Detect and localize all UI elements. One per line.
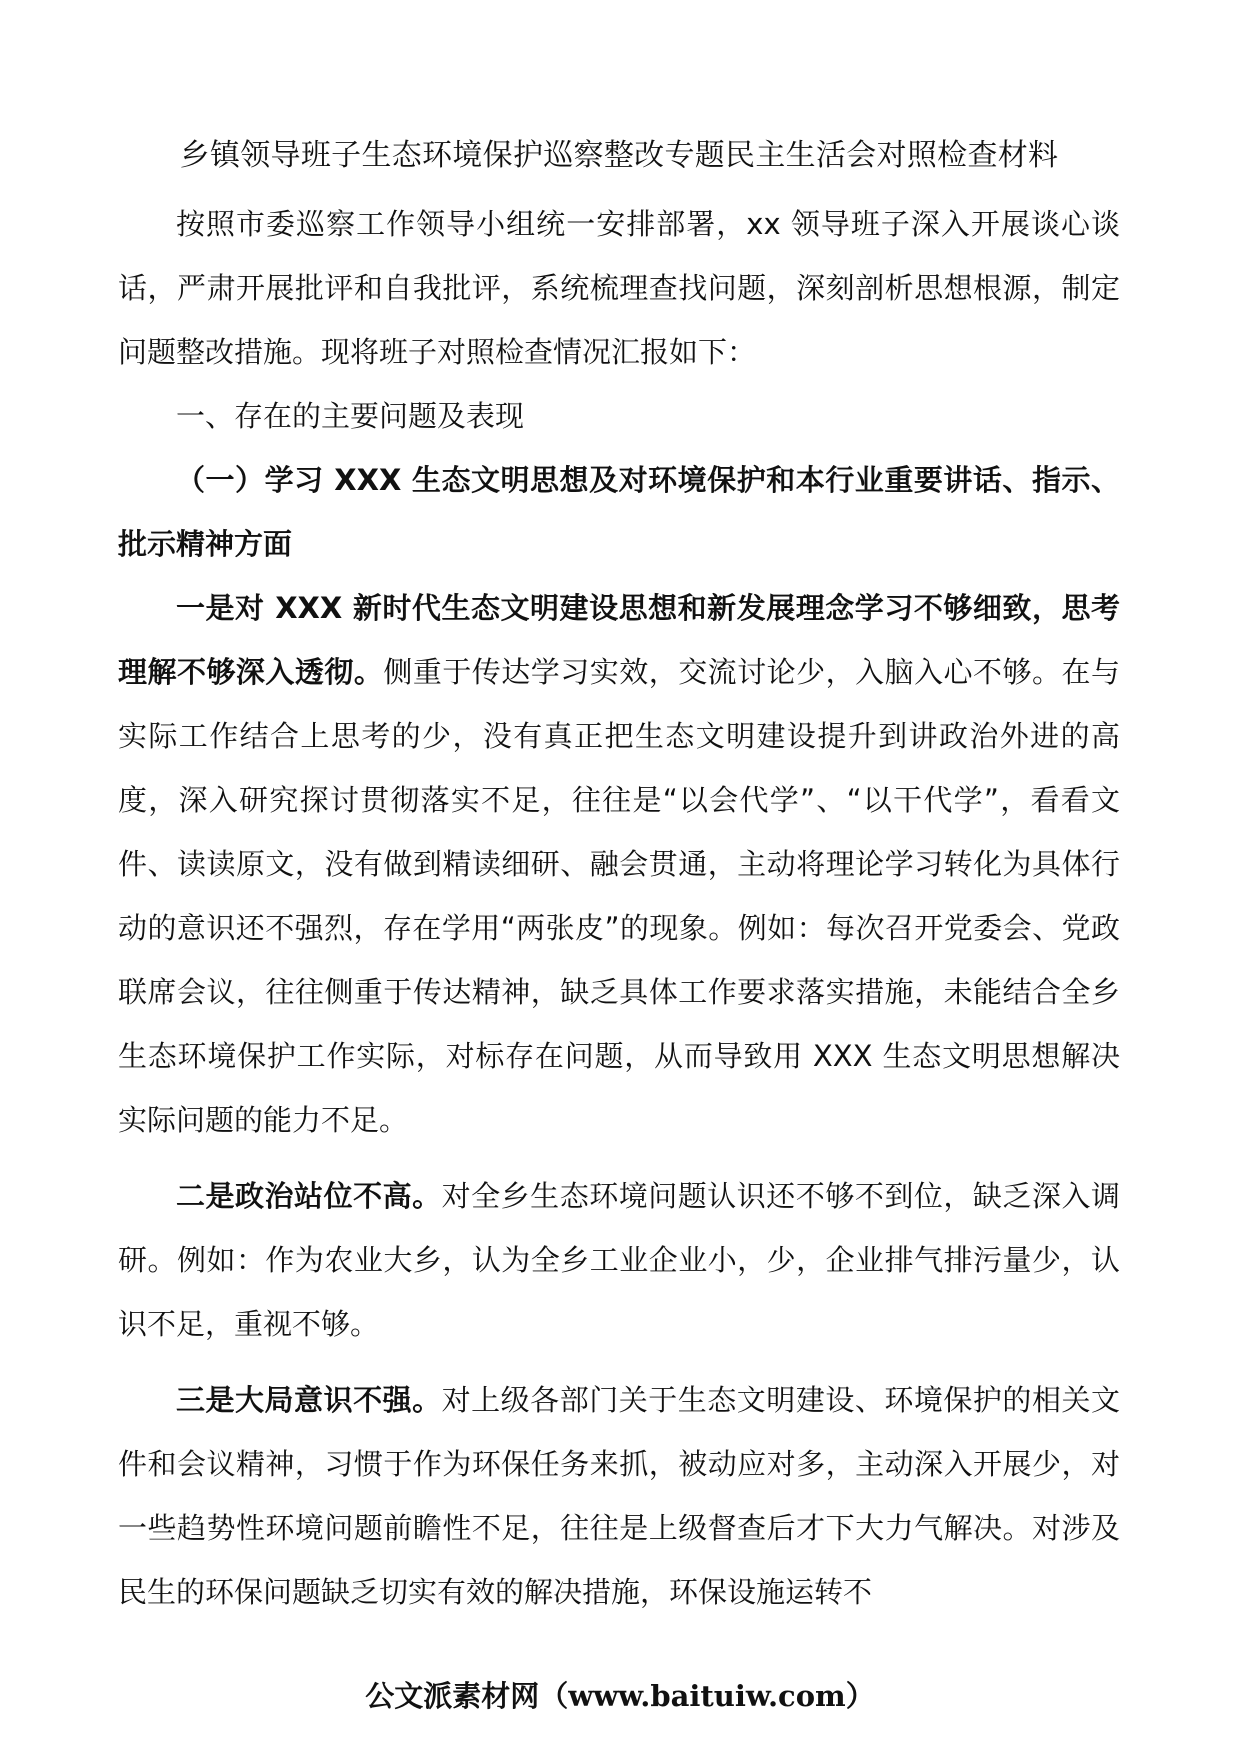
item-2-body: 对全乡生态环境问题认识还不够不到位，缺乏深入调研。例如：作为农业大乡，认为全乡工业企业小，少，企业排气排污量少，认识不足，重视不够。 [118,1179,1120,1341]
item-3-paragraph [118,1368,1120,1624]
intro-paragraph: 按照市委巡察工作领导小组统一安排部署，xx 领导班子深入开展谈心谈话，严肃开展批评和自我批评，系统梳理查找问题，深刻剖析思想根源，制定问题整改措施。现将班子对照检查情况汇报如下： [118,207,1120,369]
document-body [118,136,1120,1624]
subsection-heading-text: （一）学习 XXX 生态文明思想及对环境保护和本行业重要讲话、指示、批示精神方面 [118,463,1120,561]
item-3-body: 对上级各部门关于生态文明建设、环境保护的相关文件和会议精神，习惯于作为环保任务来抓，被动应对多，主动深入开展少，对一些趋势性环境问题前瞻性不足，往往是上级督查后才下大力气解决。对涉及民生的环保问题缺乏切实有效的解决措施，环保设施运转不 [118,1383,1120,1609]
item-1-lead: 一是对 XXX 新时代生态文明建设思想和新发展理念学习不够细致，思考理解不够深入透彻。 [118,591,1120,689]
section-heading: 一、存在的主要问题及表现 [176,399,525,433]
item-1-paragraph [118,576,1120,1152]
document-title: 乡镇领导班子生态环境保护巡察整改专题民主生活会对照检查材料 [179,138,1059,173]
item-2-lead: 二是政治站位不高。 [176,1179,442,1213]
subsection-heading [118,448,1120,576]
item-2-paragraph [118,1164,1120,1356]
item-3-lead: 三是大局意识不强。 [176,1383,442,1417]
item-1-body: 侧重于传达学习实效，交流讨论少，入脑入心不够。在与实际工作结合上思考的少，没有真正把生态文明建设提升到讲政治外进的高度，深入研究探讨贯彻落实不足，往往是“以会代学”、“以干代学”，看看文件、读读原文，没有做到精读细研、融会贯通，主动将理论学习转化为具体行动的意识还不强烈，存在学用“两张皮”的现象。例如：每次召开党委会、党政联席会议，往往侧重于传达精神，缺乏具体工作要求落实措施，未能结合全乡生态环境保护工作实际，对标存在问题，从而导致用 XXX 生态文明思想解决实际问题的能力不足。 [118,655,1120,1137]
site-watermark-footer: 公文派素材网（www.baituiw.com） [365,1679,875,1713]
